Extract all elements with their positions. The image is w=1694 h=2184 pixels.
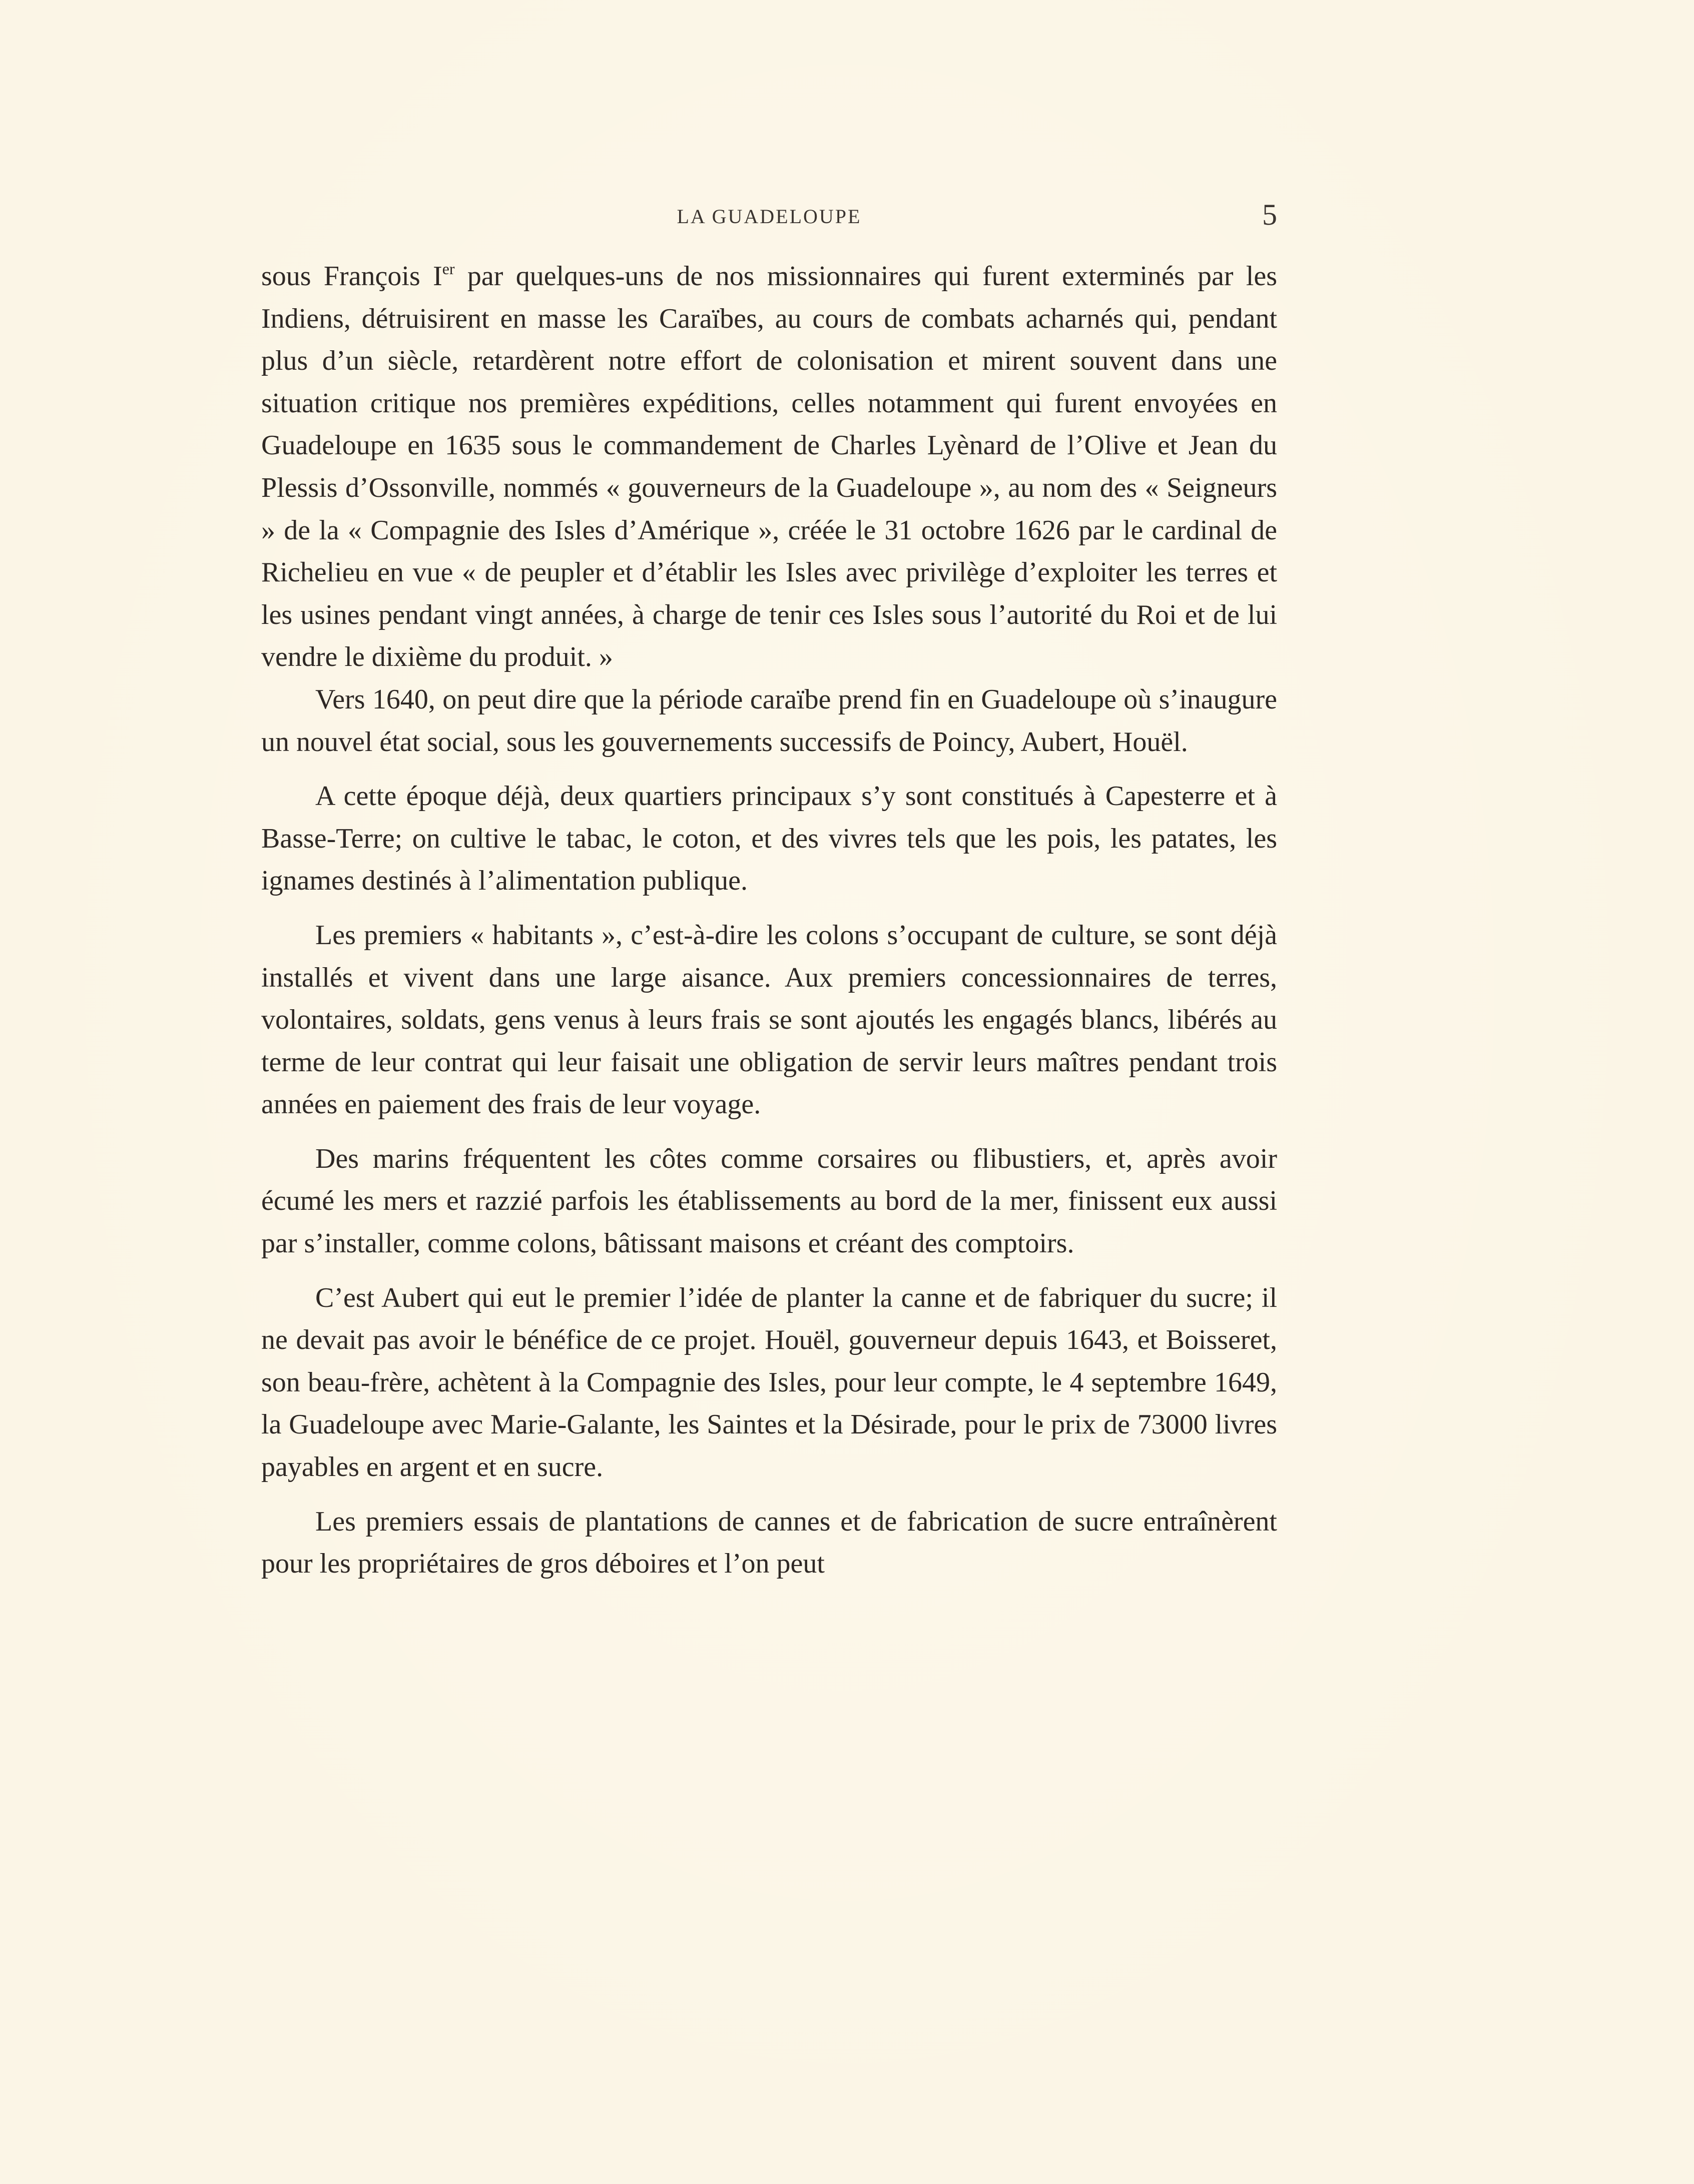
paragraph-1 xyxy=(261,255,1277,678)
paragraph-4: Les premiers « habitants », c’est-à-dire les colons s’occupant de culture, se sont déjà installés et vivent dans une large aisance. Aux premiers concessionnaires de terres, volontaires, soldats, gens venus à leurs frais se sont ajoutés les engagés blancs, libérés au terme de leur contrat qui leur faisait une obligation de servir leurs maîtres pendant trois années en paiement des frais de leur voyage. xyxy=(261,919,1277,1120)
ordinal-superscript: er xyxy=(442,260,455,278)
body-text xyxy=(261,255,1277,1585)
paragraph-5: Des marins fréquentent les côtes comme corsaires ou flibustiers, et, après avoir écumé les mers et razzié parfois les établissements au bord de la mer, finissent eux aussi par s’installer, comme colons, bâtissant maisons et créant des comptoirs. xyxy=(261,1143,1277,1259)
paragraph-1-start: sous François I xyxy=(261,261,442,292)
running-header xyxy=(261,198,1277,243)
paragraph-6: C’est Aubert qui eut le premier l’idée de planter la canne et de fabriquer du sucre; il ne devait pas avoir le bénéfice de ce projet. Houël, gouverneur depuis 1643, et Boisseret, son beau-frère, achètent à la Compagnie des Isles, pour leur compte, le 4 septembre 1649, la Guadeloupe avec Marie-Galante, les Saintes et la Désirade, pour le prix de 73000 livres payables en argent et en sucre. xyxy=(261,1282,1277,1483)
page-number: 5 xyxy=(1262,198,1277,231)
paragraph-1-rest: par quelques-uns de nos missionnaires qui furent exterminés par les Indiens, détruisirent en masse les Caraïbes, au cours de combats acharnés qui, pendant plus d’un siècle, retardèrent notre effort de colonisation et mirent souvent dans une situation critique nos premières expéditions, celles notamment qui furent envoyées en Guadeloupe en 1635 sous le commandement de Charles Lyènard de l’Olive et Jean du Plessis d’Ossonville, nommés « gouverneurs de la Guadeloupe », au nom des « Seigneurs » de la « Compagnie des Isles d’Amérique », créée le 31 octobre 1626 par le cardinal de Richelieu en vue « de peupler et d’établir les Isles avec privilège d’exploiter les terres et les usines pendant vingt années, à charge de tenir ces Isles sous l’autorité du Roi et de lui vendre le dixième du produit. » xyxy=(261,261,1277,673)
paragraph-7: Les premiers essais de plantations de cannes et de fabrication de sucre entraînèrent pour les propriétaires de gros déboires et l’on peut xyxy=(261,1506,1277,1580)
paragraph-3: A cette époque déjà, deux quartiers principaux s’y sont constitués à Capesterre et à Basse-Terre; on cultive le tabac, le coton, et des vivres tels que les pois, les patates, les ignames destinés à l’alimentation publique. xyxy=(261,781,1277,897)
paragraph-2: Vers 1640, on peut dire que la période caraïbe prend fin en Guadeloupe où s’inaugure un nouvel état social, sous les gouvernements successifs de Poincy, Aubert, Houël. xyxy=(261,683,1277,758)
running-title: LA GUADELOUPE xyxy=(677,205,862,228)
